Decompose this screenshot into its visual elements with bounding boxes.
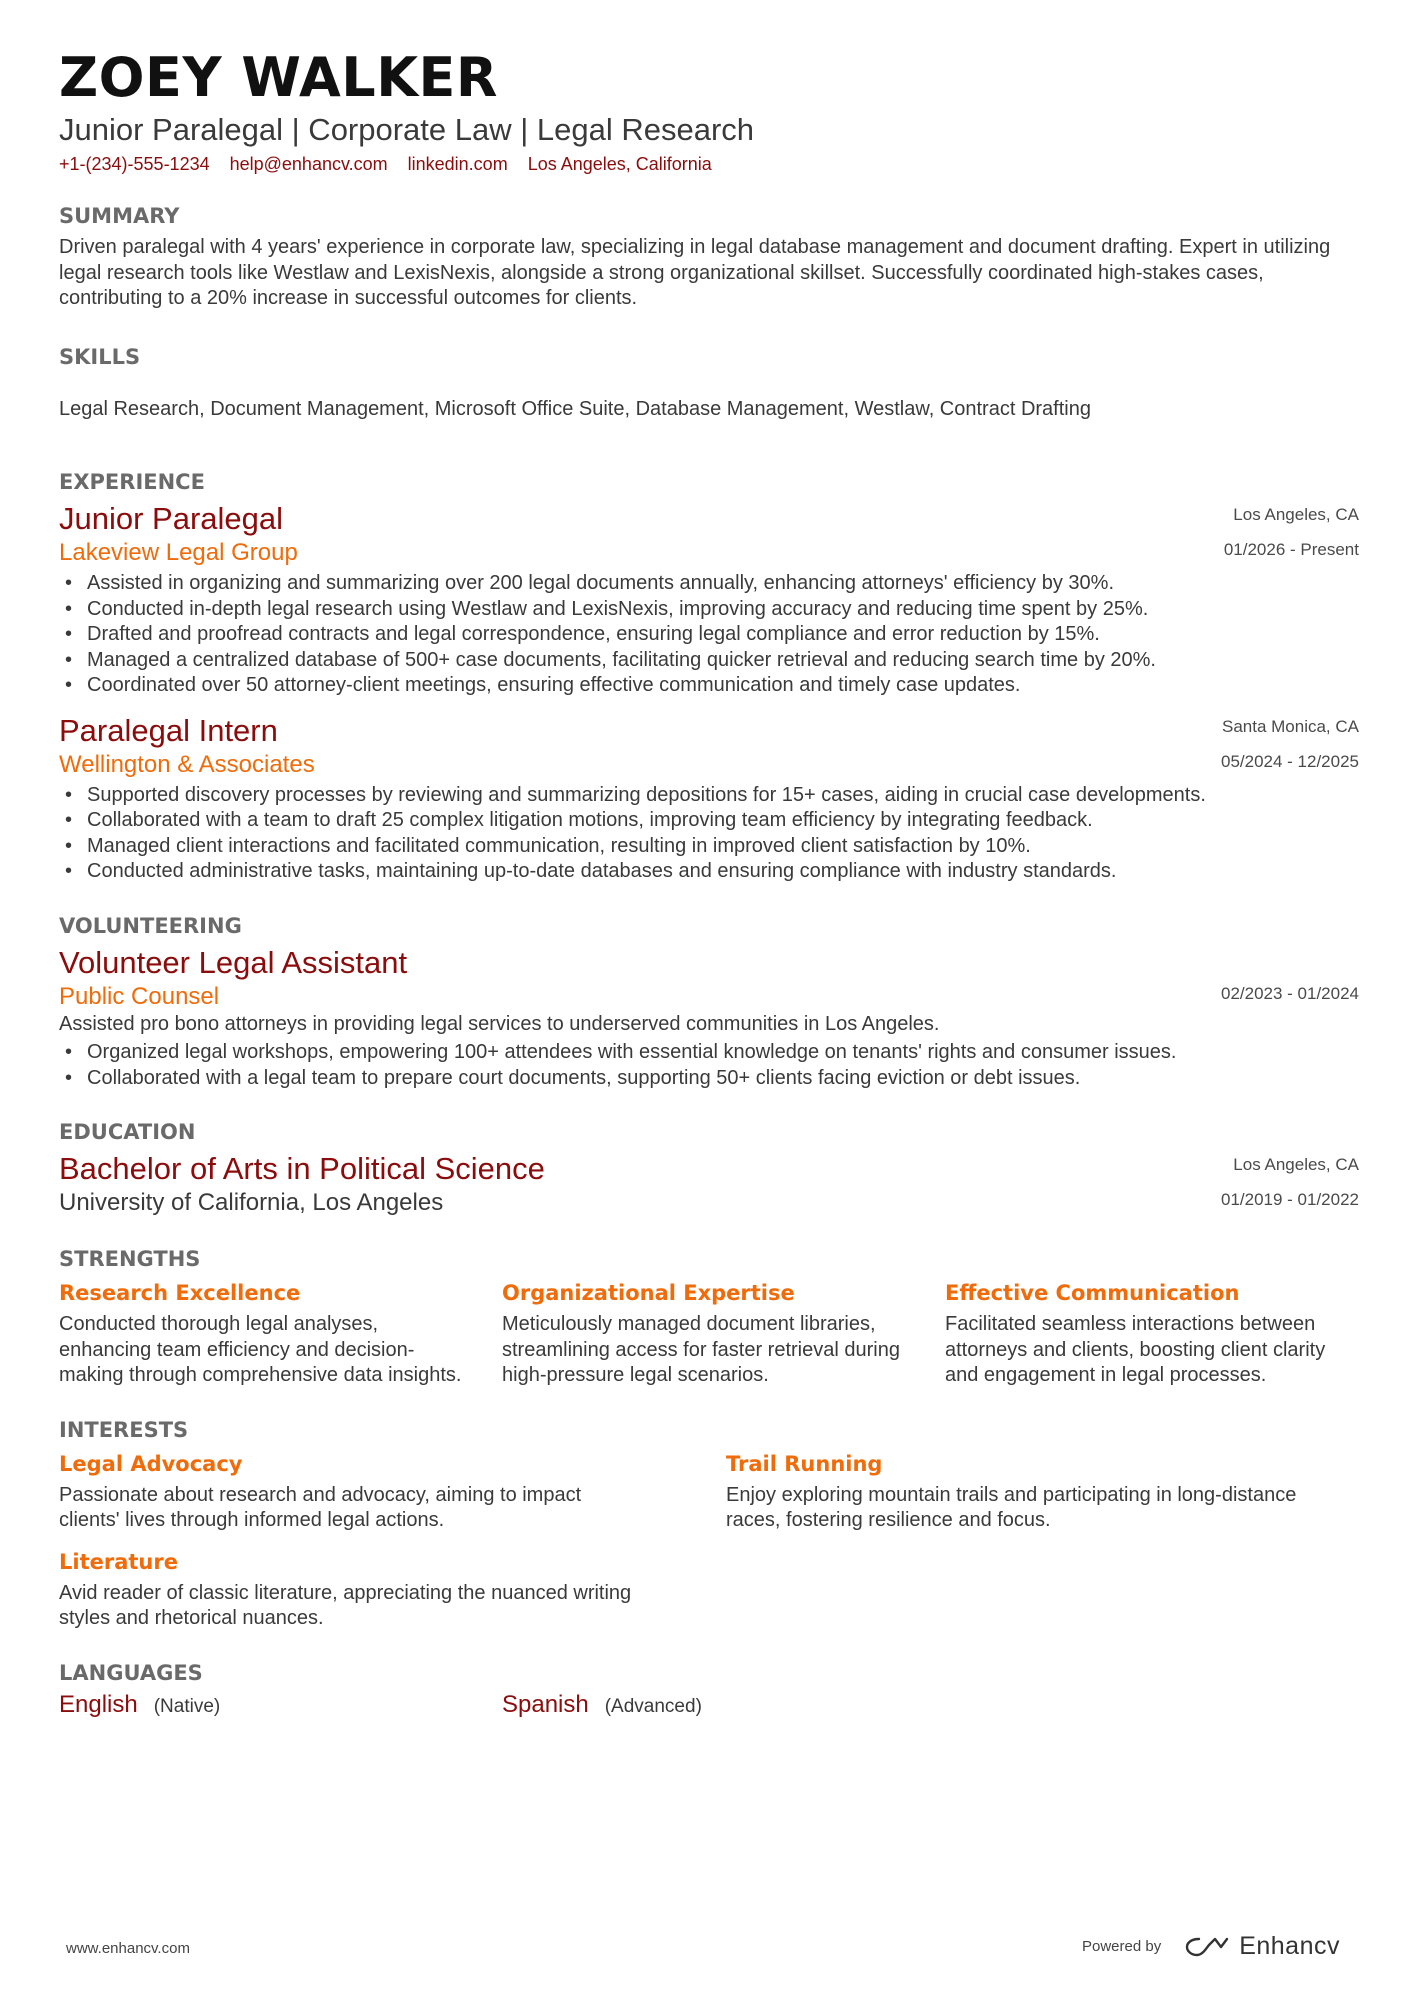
- list-item: • Conducted in-depth legal research using Westlaw and LexisNexis, improving accuracy and reducing time spent by 25%.: [59, 597, 1359, 623]
- strength-text: Conducted thorough legal analyses, enhancing team efficiency and decision-making through comprehensive data insights.: [59, 1313, 462, 1386]
- job-company: Wellington & Associates: [59, 750, 315, 778]
- school-name: University of California, Los Angeles: [59, 1189, 444, 1216]
- education-location: Los Angeles, CA: [1233, 1155, 1359, 1174]
- volunteer-role: Volunteer Legal Assistant: [59, 944, 408, 980]
- interest-item: [59, 1548, 636, 1632]
- section-title: VOLUNTEERING: [59, 913, 242, 938]
- skills-list: Legal Research, Document Management, Microsoft Office Suite, Database Management, Westlaw, Contract Drafting: [59, 397, 1091, 420]
- interest-text: Enjoy exploring mountain trails and participating in long-distance races, fostering resilience and focus.: [726, 1483, 1297, 1531]
- language-name: Spanish: [502, 1690, 589, 1718]
- candidate-headline: Junior Paralegal | Corporate Law | Legal Research: [59, 112, 755, 147]
- section-title: EXPERIENCE: [59, 470, 205, 494]
- strength-text: Meticulously managed document libraries, streamlining access for faster retrieval during high-pressure legal scenarios.: [502, 1313, 900, 1386]
- experience-entry: [59, 712, 1359, 885]
- job-title: Paralegal Intern: [59, 712, 278, 748]
- strength-item: [502, 1279, 909, 1389]
- list-item: • Assisted in organizing and summarizing over 200 legal documents annually, enhancing attorneys' efficiency by 30%.: [59, 571, 1359, 597]
- list-item: • Managed a centralized database of 500+ case documents, facilitating quicker retrieval and reducing search time by 20%.: [59, 648, 1359, 674]
- enhancv-logo-icon: [1185, 1935, 1231, 1959]
- skills-section: [59, 343, 1359, 423]
- job-title: Junior Paralegal: [59, 501, 284, 536]
- footer-website[interactable]: www.enhancv.com: [66, 1940, 190, 1957]
- strengths-section: [59, 1245, 1359, 1389]
- volunteering-section: [59, 912, 1359, 1092]
- summary-text: Driven paralegal with 4 years' experience in corporate law, specializing in legal database management and document drafting. Expert in utilizing legal research tools like Westlaw and LexisNexis, alongside a strong organizational skillset. Successfully coordinated high-stakes cases, contributing to a 20% increase in successful outcomes for clients.: [59, 236, 1331, 309]
- strength-item: [59, 1279, 466, 1389]
- contact-phone[interactable]: +1-(234)-555-1234: [59, 154, 210, 174]
- strength-title: Effective Communication: [945, 1281, 1240, 1305]
- list-item: • Coordinated over 50 attorney-client meetings, ensuring effective communication and timely case updates.: [59, 673, 1359, 699]
- enhancv-logo[interactable]: [1185, 1932, 1340, 1961]
- job-dates: 01/2026 - Present: [1223, 540, 1359, 559]
- job-dates: 05/2024 - 12/2025: [1220, 751, 1359, 771]
- list-item: • Organized legal workshops, empowering 100+ attendees with essential knowledge on tenants' rights and consumer issues.: [59, 1040, 1359, 1066]
- job-bullets: [59, 571, 1359, 699]
- experience-section: [59, 468, 1359, 885]
- contact-linkedin[interactable]: linkedin.com: [407, 154, 508, 174]
- strength-title: Research Excellence: [59, 1281, 301, 1305]
- language-level: (Advanced): [604, 1695, 702, 1717]
- section-title: SUMMARY: [59, 204, 180, 228]
- contact-email[interactable]: help@enhancv.com: [229, 154, 388, 174]
- contact-line: [59, 150, 1359, 178]
- section-title: EDUCATION: [59, 1120, 196, 1144]
- interest-title: Literature: [59, 1549, 178, 1574]
- strength-title: Organizational Expertise: [502, 1281, 795, 1305]
- job-location: Santa Monica, CA: [1221, 716, 1359, 736]
- interest-text: Passionate about research and advocacy, aiming to impact clients' lives through informed legal actions.: [59, 1483, 582, 1531]
- resume-header: [59, 44, 1359, 178]
- language-item: [59, 1690, 502, 1720]
- volunteer-dates: 02/2023 - 01/2024: [1220, 983, 1359, 1003]
- summary-section: [59, 202, 1359, 312]
- job-location: Los Angeles, CA: [1233, 505, 1359, 524]
- interest-title: Legal Advocacy: [59, 1451, 243, 1476]
- job-bullets: [59, 783, 1359, 885]
- volunteer-org: Public Counsel: [59, 982, 220, 1010]
- languages-section: [59, 1659, 1359, 1720]
- education-dates: 01/2019 - 01/2022: [1220, 1190, 1359, 1209]
- brand-name: Enhancv: [1239, 1932, 1340, 1960]
- volunteer-bullets: [59, 1040, 1359, 1091]
- degree-title: Bachelor of Arts in Political Science: [59, 1151, 545, 1186]
- list-item: • Managed client interactions and facilitated communication, resulting in improved client satisfaction by 10%.: [59, 834, 1359, 860]
- interest-item: [59, 1450, 636, 1534]
- strength-item: [945, 1279, 1352, 1389]
- interest-text: Avid reader of classic literature, appreciating the nuanced writing styles and rhetorical nuances.: [59, 1581, 632, 1629]
- language-name: English: [59, 1690, 138, 1718]
- list-item: • Drafted and proofread contracts and legal correspondence, ensuring legal compliance and error reduction by 15%.: [59, 622, 1359, 648]
- interests-grid: [59, 1450, 1359, 1632]
- contact-location: Los Angeles, California: [527, 154, 712, 174]
- job-company: Lakeview Legal Group: [59, 539, 298, 566]
- language-level: (Native): [153, 1695, 221, 1717]
- interest-title: Trail Running: [726, 1451, 883, 1476]
- section-title: INTERESTS: [59, 1417, 189, 1442]
- powered-by-label: Powered by: [1081, 1938, 1162, 1955]
- volunteer-description: Assisted pro bono attorneys in providing legal services to underserved communities in Los Angeles.: [59, 1012, 940, 1035]
- volunteering-entry: [59, 944, 1359, 1092]
- experience-entry: [59, 500, 1359, 699]
- interest-item: [726, 1450, 1303, 1534]
- strength-text: Facilitated seamless interactions between attorneys and clients, boosting client clarity and engagement in legal processes.: [945, 1313, 1326, 1386]
- footer-branding: [1082, 1932, 1340, 1961]
- section-title: STRENGTHS: [59, 1247, 201, 1271]
- interests-section: [59, 1416, 1359, 1632]
- education-section: [59, 1118, 1359, 1218]
- education-entry: [59, 1150, 1359, 1218]
- resume-page: [59, 44, 1359, 1720]
- strengths-grid: [59, 1279, 1359, 1389]
- list-item: • Collaborated with a team to draft 25 complex litigation motions, improving team efficiency by integrating feedback.: [59, 808, 1359, 834]
- list-item: • Conducted administrative tasks, maintaining up-to-date databases and ensuring compliance with industry standards.: [59, 859, 1359, 885]
- languages-row: [59, 1690, 1359, 1720]
- candidate-name: ZOEY WALKER: [59, 46, 499, 109]
- list-item: • Collaborated with a legal team to prepare court documents, supporting 50+ clients facing eviction or debt issues.: [59, 1066, 1359, 1092]
- section-title: LANGUAGES: [59, 1660, 203, 1685]
- section-title: SKILLS: [59, 344, 141, 369]
- list-item: • Supported discovery processes by reviewing and summarizing depositions for 15+ cases, aiding in crucial case developments.: [59, 783, 1359, 809]
- language-item: [502, 1690, 945, 1720]
